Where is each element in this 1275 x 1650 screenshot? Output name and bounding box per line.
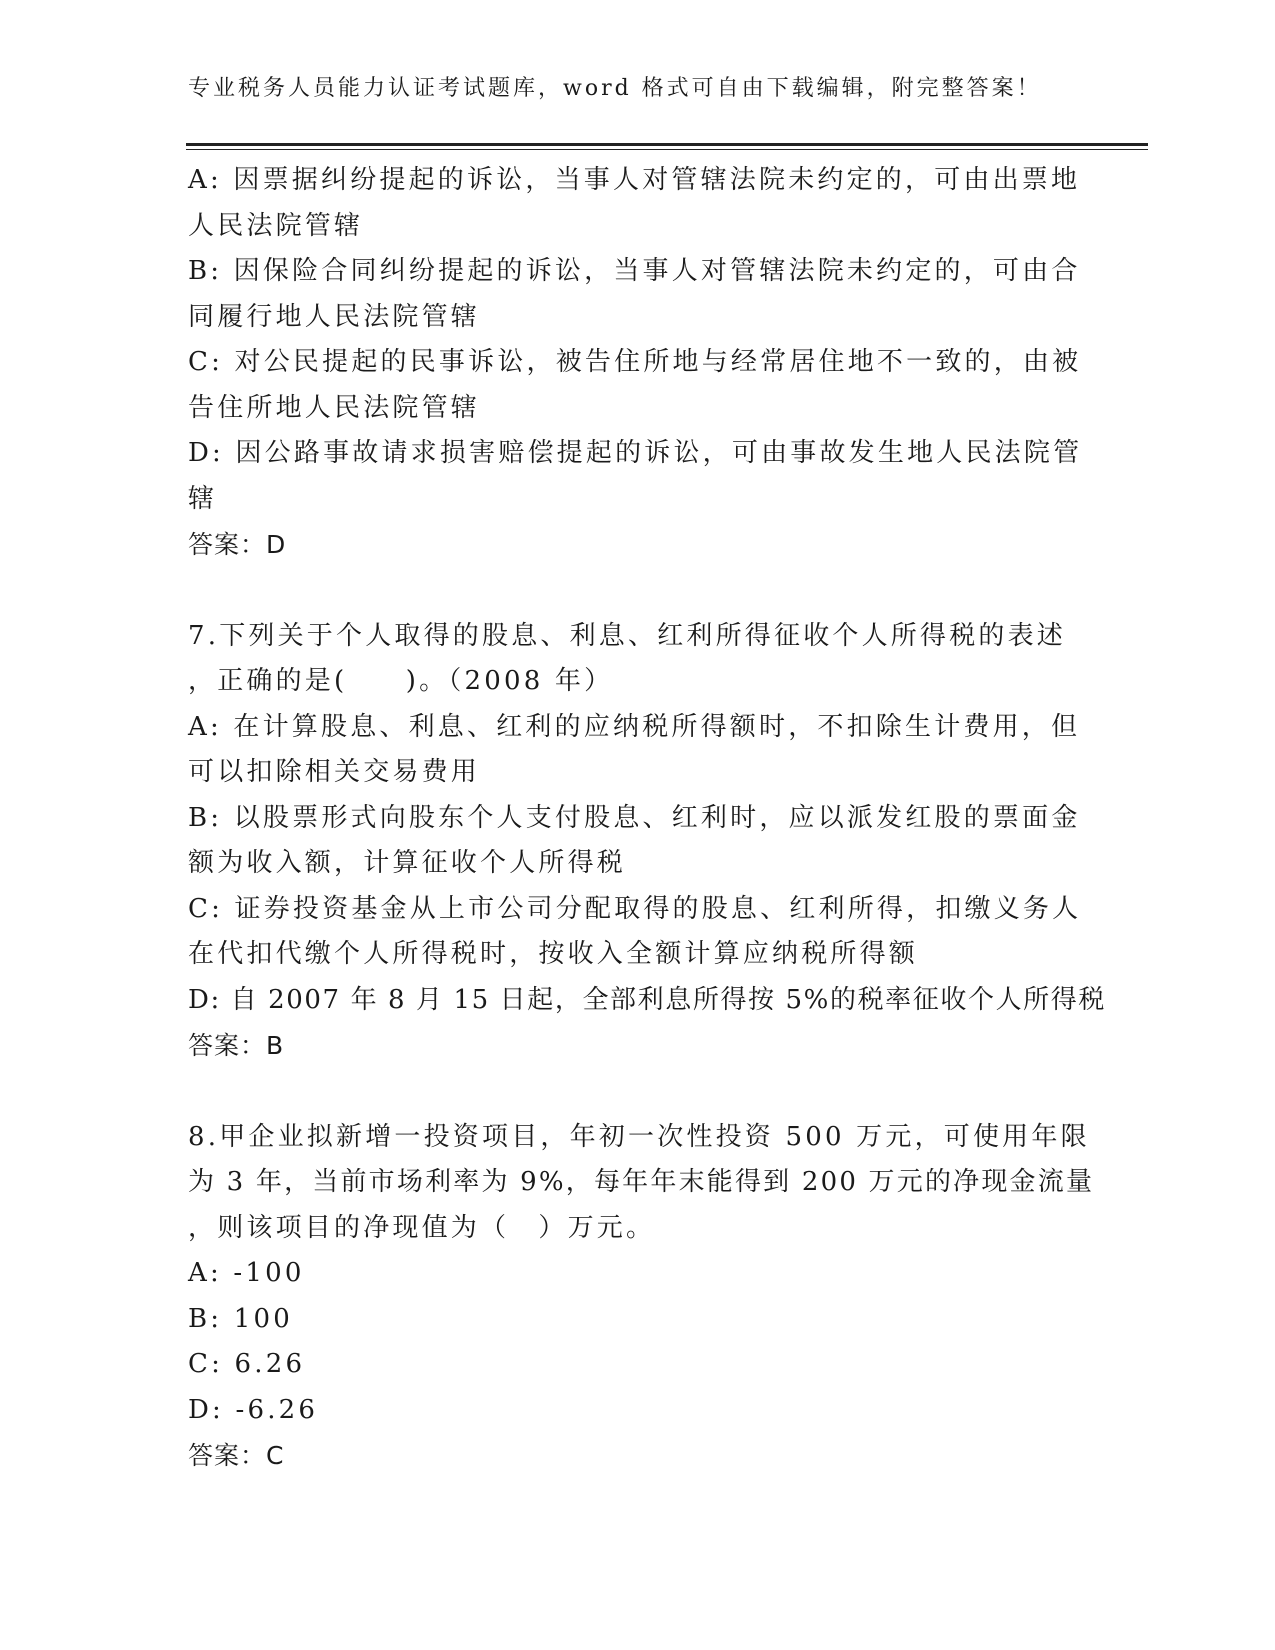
q7-option-a [188, 705, 1081, 796]
q7-option-c-line-1: C: 证券投资基金从上市公司分配取得的股息、红利所得，扣缴义务人 [188, 893, 1082, 924]
header-rule-thin [186, 149, 1148, 150]
q6-option-b-line-2: 同履行地人民法院管辖 [188, 301, 481, 332]
q6-option-b [188, 249, 1081, 340]
q6-answer: 答案：D [188, 530, 287, 559]
q6-option-b-line-1: B: 因保险合同纠纷提起的诉讼，当事人对管辖法院未约定的，可由合 [188, 256, 1081, 286]
q8-stem-line-3: ，则该项目的净现值为（ ）万元。 [188, 1212, 656, 1243]
q6-option-a-line-2: 人民法院管辖 [188, 210, 364, 241]
q6-option-a-line-1: A: 因票据纠纷提起的诉讼，当事人对管辖法院未约定的，可由出票地 [188, 165, 1081, 195]
q6-option-a [188, 158, 1081, 249]
page-header: 专业税务人员能力认证考试题库，word 格式可自由下载编辑，附完整答案！ [188, 76, 1042, 101]
q6-option-c-line-1: C: 对公民提起的民事诉讼，被告住所地与经常居住地不一致的，由被 [188, 347, 1082, 377]
q7-option-d: D: 自 2007 年 8 月 15 日起，全部利息所得按 5%的税率征收个人所得税 [188, 984, 1106, 1015]
q8-option-c: C: 6.26 [188, 1349, 306, 1379]
spacer [188, 1069, 1078, 1115]
spacer [188, 568, 1078, 614]
q7-option-b [188, 796, 1081, 887]
q7-answer: 答案：B [188, 1031, 285, 1060]
q7-stem-line-2: ，正确的是( )。（2008 年） [188, 666, 614, 696]
q6-option-d-line-2: 辖 [188, 483, 218, 514]
q7-stem [188, 614, 1078, 705]
q7-option-b-line-1: B: 以股票形式向股东个人支付股息、红利时，应以派发红股的票面金 [188, 802, 1081, 833]
q7-option-a-line-2: 可以扣除相关交易费用 [188, 757, 481, 787]
q8-stem-line-1: 8.甲企业拟新增一投资项目，年初一次性投资 500 万元，可使用年限 [188, 1121, 1090, 1152]
q6-option-d-line-1: D: 因公路事故请求损害赔偿提起的诉讼，可由事故发生地人民法院管 [188, 438, 1083, 468]
q8-option-d: D: -6.26 [188, 1394, 319, 1425]
q8-stem [188, 1115, 1095, 1252]
q8-option-a: A: -100 [188, 1258, 305, 1288]
q7-stem-line-1: 7.下列关于个人取得的股息、利息、红利所得征收个人所得税的表述 [188, 620, 1067, 651]
q8-stem-line-2: 为 3 年，当前市场利率为 9%，每年年末能得到 200 万元的净现金流量 [188, 1167, 1095, 1197]
q7-option-b-line-2: 额为收入额，计算征收个人所得税 [188, 848, 627, 878]
q6-option-c-line-2: 告住所地人民法院管辖 [188, 392, 481, 423]
header-rule-thick [186, 143, 1148, 146]
q7-option-c [188, 887, 1082, 978]
q6-option-c [188, 340, 1082, 431]
q8-option-b: B: 100 [188, 1303, 293, 1334]
q7-option-a-line-1: A: 在计算股息、利息、红利的应纳税所得额时，不扣除生计费用，但 [188, 711, 1081, 742]
document-body [188, 158, 1106, 1479]
q8-answer: 答案：C [188, 1441, 285, 1470]
q7-option-c-line-2: 在代扣代缴个人所得税时，按收入全额计算应纳税所得额 [188, 939, 919, 969]
q6-option-d [188, 431, 1083, 522]
